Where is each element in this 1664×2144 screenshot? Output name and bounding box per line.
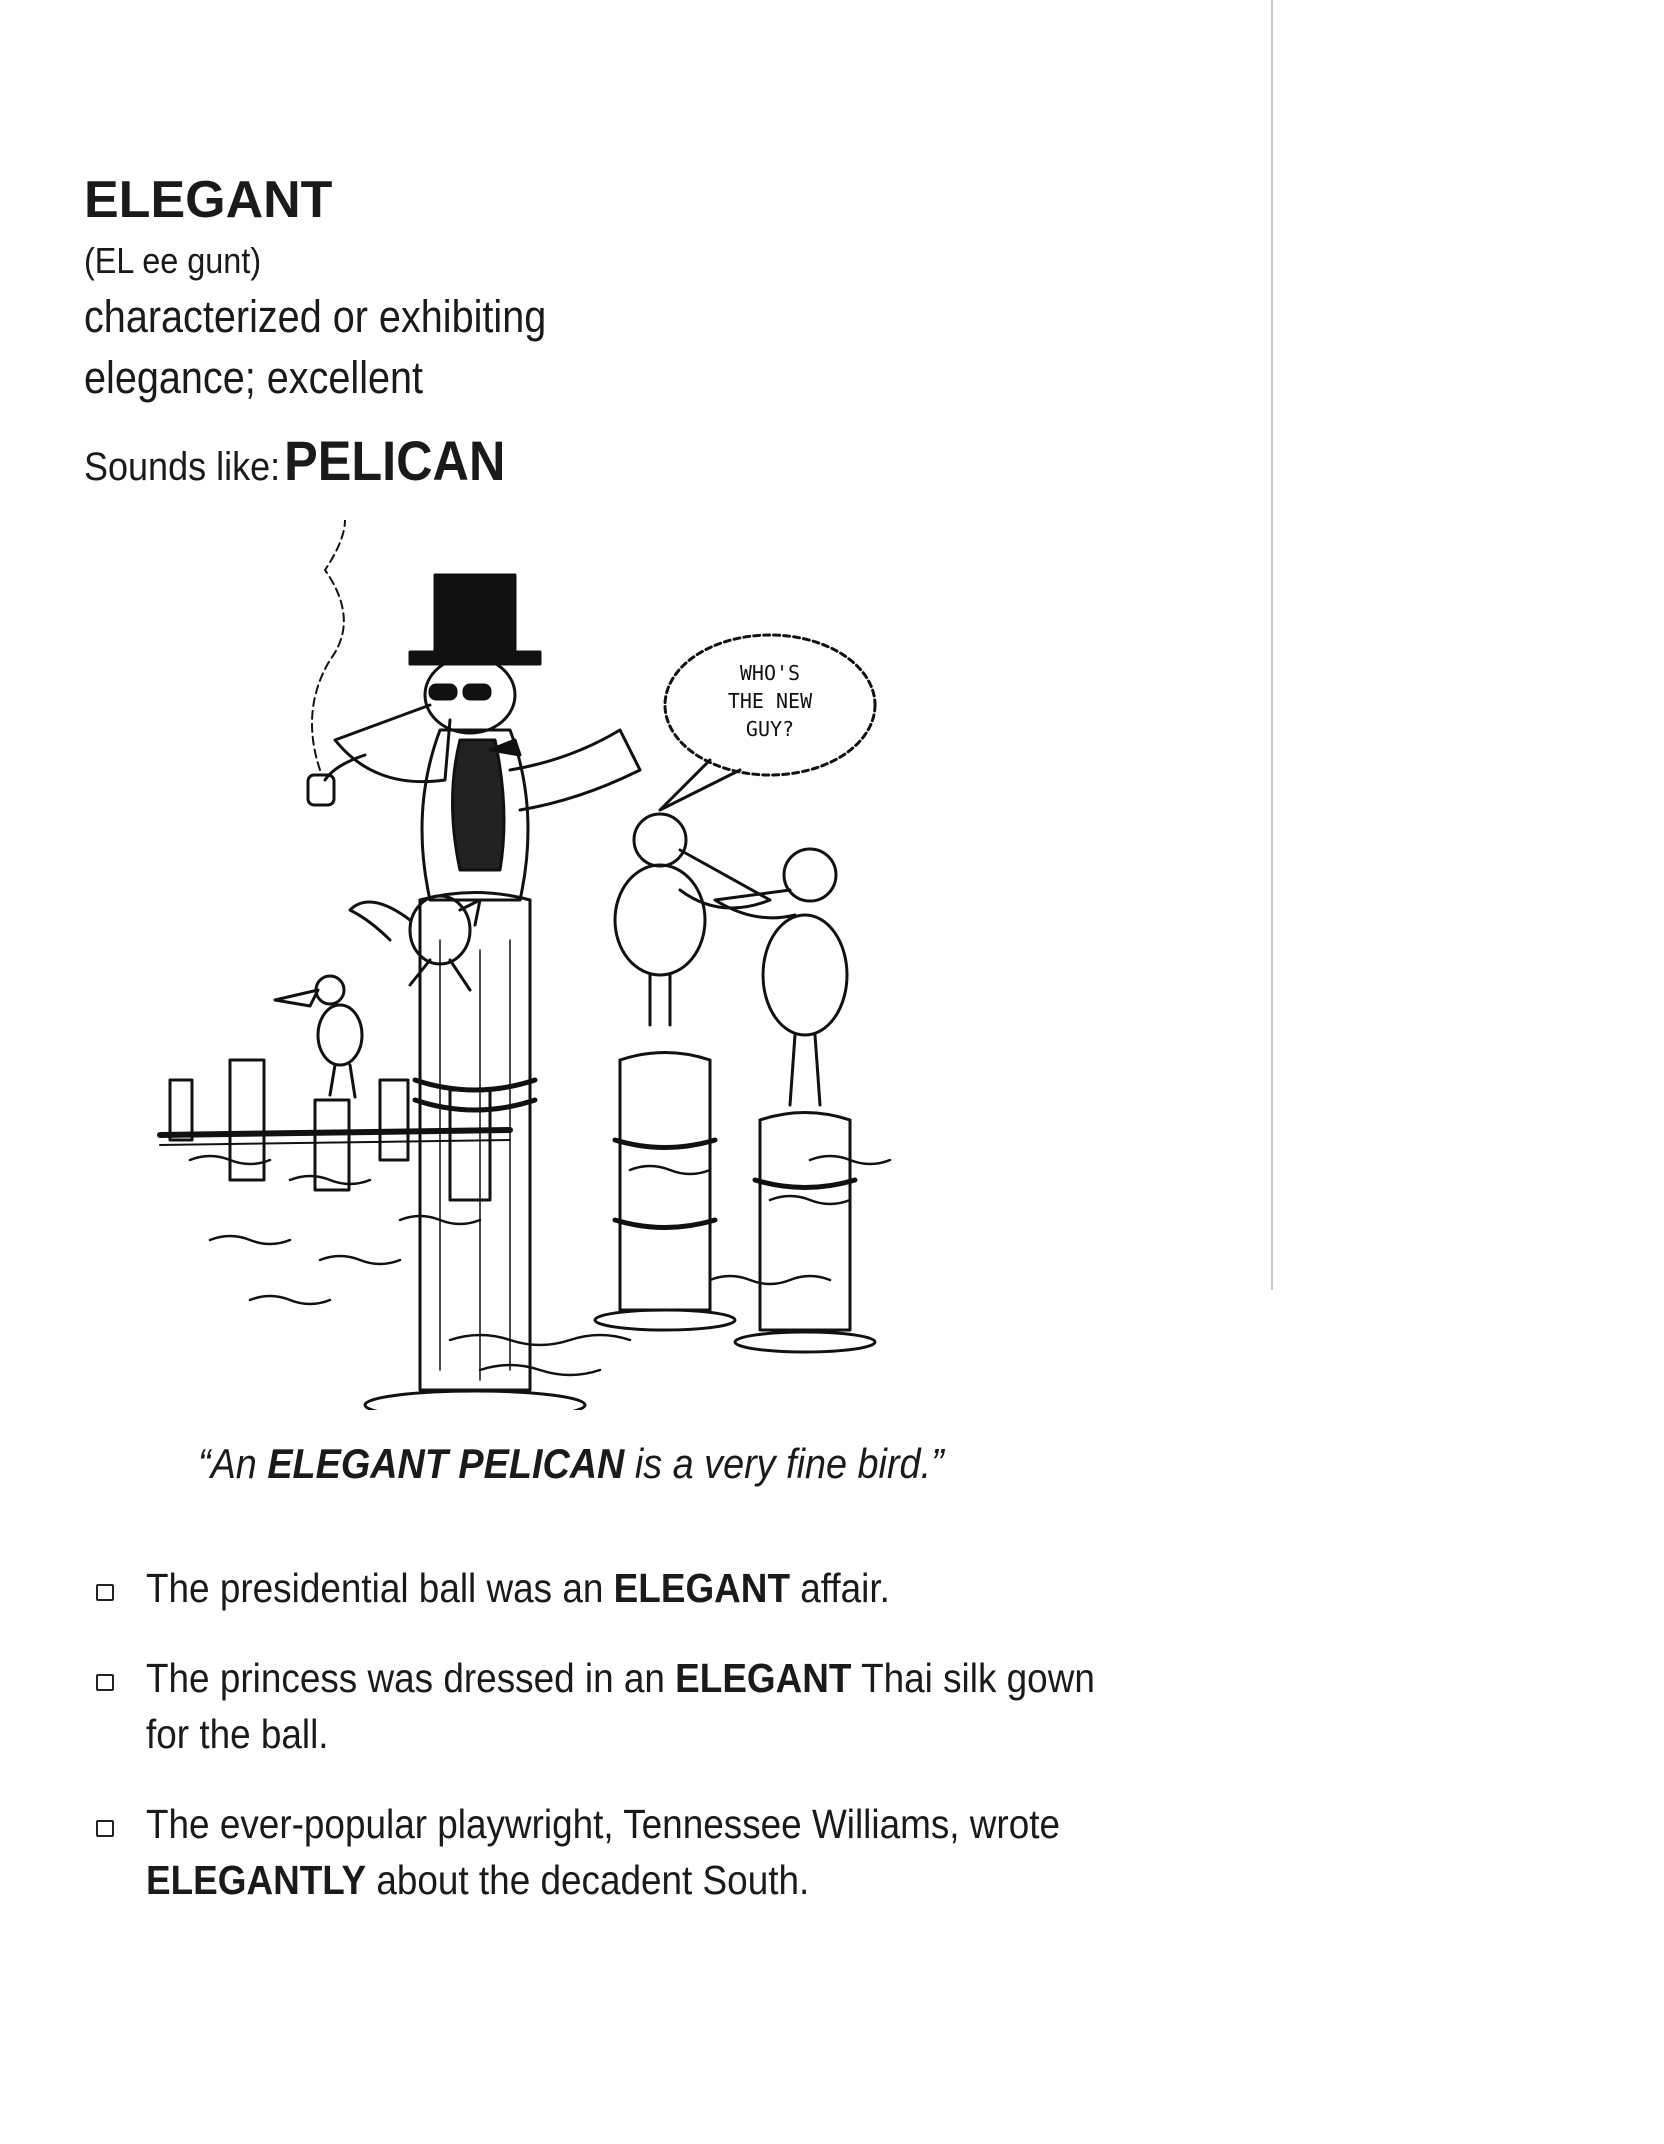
example-text <box>146 1650 1099 1762</box>
caption-after: is a very fine bird.” <box>624 1440 944 1487</box>
far-right-pelican <box>715 849 847 1105</box>
headword: ELEGANT <box>84 171 333 229</box>
checkbox-bullet-icon <box>96 1674 114 1691</box>
middle-right-pelican <box>615 814 770 1025</box>
definition-line-1: characterized or exhibiting <box>84 291 547 342</box>
example-text-before: The presidential ball was an <box>146 1565 614 1611</box>
definition-line-2: elegance; excellent <box>84 352 424 403</box>
speech-line-1: WHO'S <box>739 661 801 685</box>
caption-before: “An <box>198 1440 268 1487</box>
dock <box>160 1060 510 1200</box>
left-pelican <box>275 976 362 1097</box>
example-text-after: about the decadent South. <box>366 1857 810 1903</box>
middle-right-post <box>595 1053 735 1331</box>
flying-bird <box>350 896 480 990</box>
water-ripples <box>190 1156 890 1375</box>
definition <box>84 286 718 408</box>
example-text-after: affair. <box>789 1565 890 1611</box>
sounds-like-label: Sounds like: <box>84 445 281 489</box>
example-text-before: The ever-popular playwright, Tennessee Williams, wrote <box>146 1801 1061 1847</box>
caption <box>198 1440 944 1488</box>
speech-line-2: THE NEW <box>727 689 813 713</box>
example-item <box>90 1560 1100 1616</box>
elegant-pelican <box>308 520 640 900</box>
sounds-like <box>84 428 505 493</box>
page-edge-line <box>1271 0 1273 1290</box>
example-text-after: Thai silk gown for the ball. <box>146 1655 1095 1757</box>
pelican-cartoon-illustration <box>150 520 1020 1410</box>
far-right-post <box>735 1113 875 1353</box>
example-text-before: The princess was dressed in an <box>146 1655 676 1701</box>
sounds-like-word: PELICAN <box>284 429 506 492</box>
example-item <box>90 1650 1100 1762</box>
checkbox-bullet-icon <box>96 1820 114 1837</box>
example-text <box>146 1796 1099 1908</box>
checkbox-bullet-icon <box>96 1584 114 1601</box>
speech-line-3: GUY? <box>745 717 795 741</box>
example-list <box>90 1560 1100 1942</box>
pronunciation: (EL ee gunt) <box>84 240 262 281</box>
example-text-bold: ELEGANTLY <box>146 1857 367 1903</box>
example-text <box>146 1560 1099 1616</box>
example-text-bold: ELEGANT <box>675 1655 852 1701</box>
example-text-bold: ELEGANT <box>613 1565 790 1611</box>
caption-bold: ELEGANT PELICAN <box>267 1440 625 1487</box>
example-item <box>90 1796 1100 1908</box>
center-post <box>365 893 585 1411</box>
